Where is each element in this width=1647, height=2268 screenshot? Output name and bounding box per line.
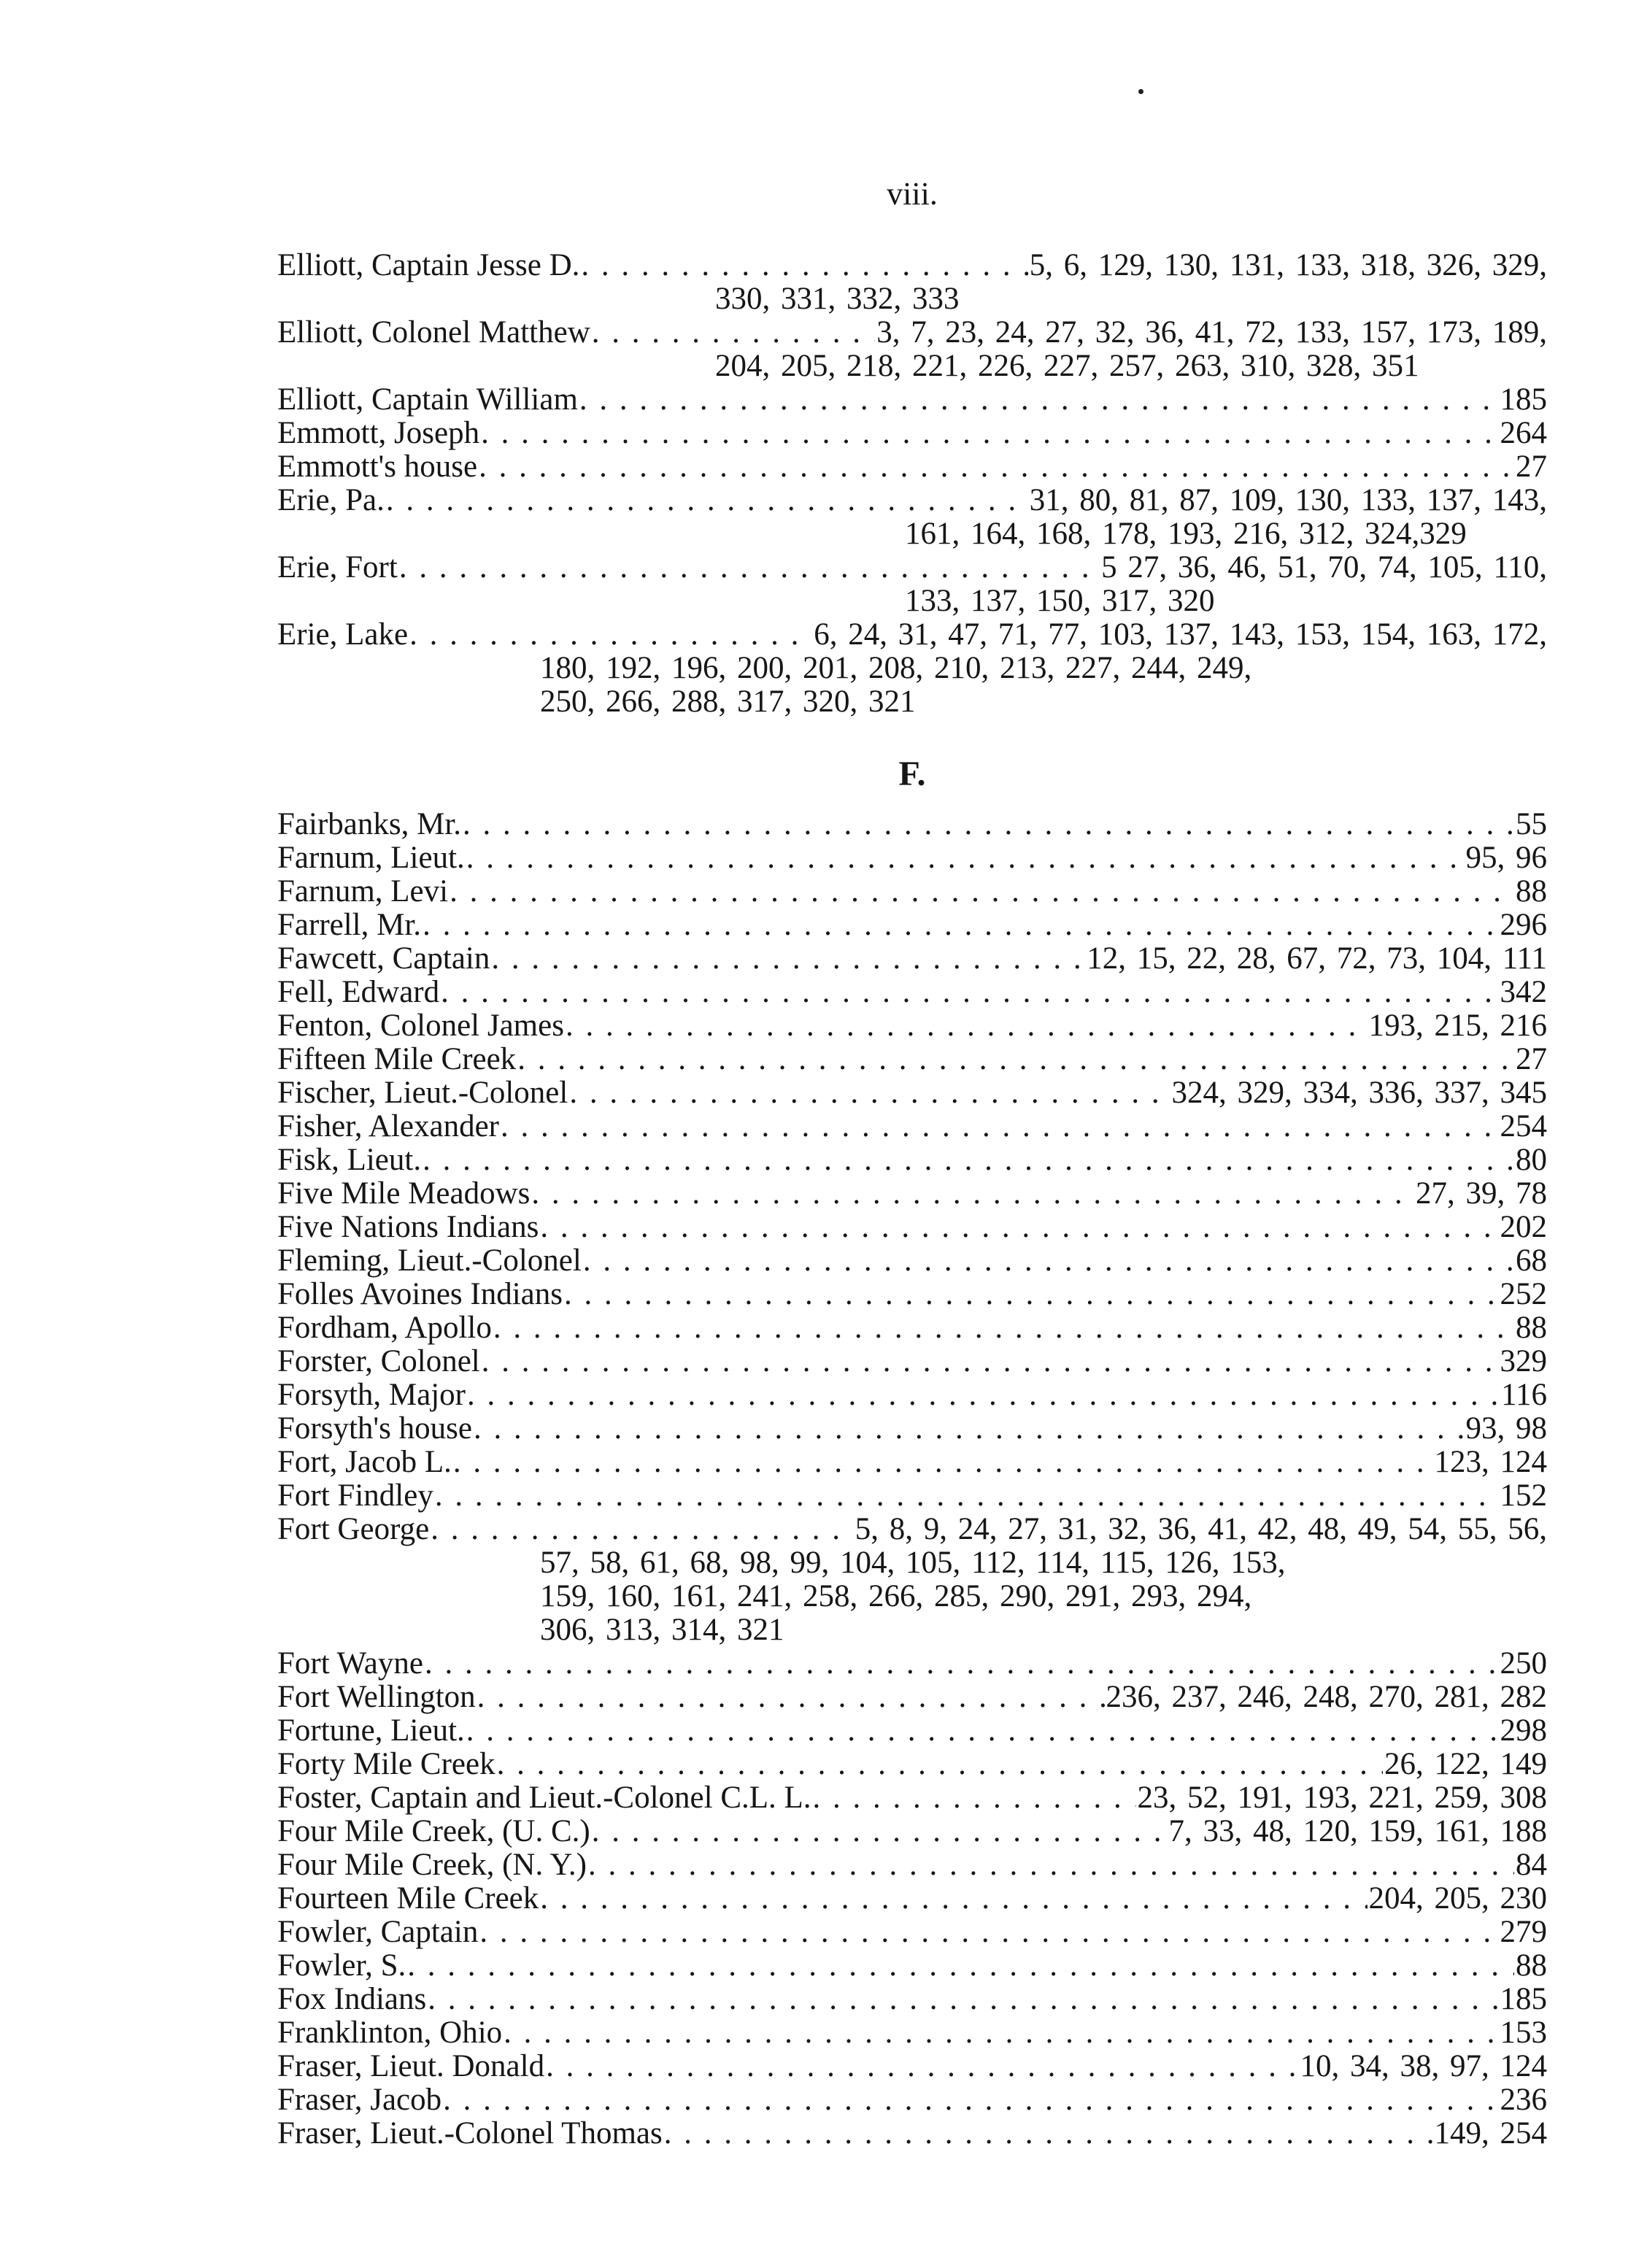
entry-pages-continued: 159, 160, 161, 241, 258, 266, 285, 290, 291, 293, 294, [540, 1579, 1252, 1613]
entry-name: Fraser, Jacob [277, 2083, 442, 2117]
index-entry [277, 2016, 1547, 2050]
entry-pages: 80 [1516, 1143, 1547, 1177]
entry-name: Fisher, Alexander [277, 1109, 499, 1143]
dot-leader [409, 618, 812, 652]
entry-name: Fort Wellington [277, 1680, 476, 1714]
entry-pages: 149, 254 [1434, 2116, 1547, 2151]
entry-pages: 116 [1501, 1378, 1547, 1412]
dot-leader [453, 1446, 1433, 1479]
entry-name: Four Mile Creek, (U. C.) [277, 1814, 590, 1848]
entry-name: Fraser, Lieut.-Colonel Thomas [277, 2116, 663, 2151]
dot-leader [441, 976, 1498, 1009]
dot-leader [566, 1009, 1368, 1043]
dot-leader [423, 1143, 1514, 1177]
index-entry [277, 808, 1547, 841]
entry-name: Farrell, Mr. [277, 908, 422, 942]
index-entry [277, 2117, 1547, 2151]
entry-pages: 296 [1500, 908, 1547, 942]
dot-leader [474, 1412, 1465, 1446]
entry-name: Fraser, Lieut. Donald [277, 2049, 545, 2083]
entry-pages-continued: 133, 137, 150, 317, 320 [905, 584, 1215, 618]
entry-name: Folles Avoines Indians [277, 1277, 563, 1311]
dot-leader [564, 1278, 1499, 1311]
index-entry [277, 1378, 1547, 1412]
entry-pages: 202 [1500, 1210, 1547, 1244]
dot-leader [482, 1345, 1499, 1378]
dot-leader [467, 1378, 1500, 1412]
entry-pages: 88 [1516, 874, 1547, 909]
entry-name: Foster, Captain and Lieut.-Colonel C.L. L. [277, 1781, 811, 1815]
entry-name: Four Mile Creek, (N. Y.) [277, 1848, 587, 1882]
dot-leader [579, 383, 1499, 417]
dot-leader [466, 1714, 1499, 1748]
entry-name: Farnum, Levi [277, 874, 449, 909]
entry-pages: 236, 237, 246, 248, 270, 281, 282 [1106, 1680, 1547, 1714]
dot-leader [540, 1882, 1367, 1916]
dot-leader [504, 2016, 1498, 2050]
entry-pages-continued: 57, 58, 61, 68, 98, 99, 104, 105, 112, 114, 115, 126, 153, [540, 1546, 1286, 1580]
entry-name: Fairbanks, Mr. [277, 807, 462, 841]
entry-pages: 93, 98 [1465, 1411, 1547, 1446]
dot-leader [428, 1983, 1498, 2016]
entry-pages: 324, 329, 334, 336, 337, 345 [1171, 1076, 1547, 1110]
entry-name: Fourteen Mile Creek [277, 1881, 539, 1916]
index-entry [277, 1143, 1547, 1177]
entry-pages-continued: 250, 266, 288, 317, 320, 321 [540, 684, 916, 719]
entry-pages: 252 [1500, 1277, 1547, 1311]
entry-name: Elliott, Colonel Matthew [277, 315, 590, 350]
entry-name: Fortune, Lieut. [277, 1713, 465, 1748]
entry-pages: 7, 33, 48, 120, 159, 161, 188 [1168, 1814, 1547, 1848]
dot-leader [540, 1211, 1498, 1244]
dot-leader [491, 942, 1085, 976]
entry-pages: 88 [1516, 1311, 1547, 1345]
entry-name: Forty Mile Creek [277, 1747, 495, 1781]
entry-pages-continued: 204, 205, 218, 221, 226, 227, 257, 263, 310, 328, 351 [715, 349, 1419, 383]
index-entry [277, 1043, 1547, 1076]
entry-name: Farnum, Lieut. [277, 841, 465, 875]
entry-name: Elliott, Captain William [277, 382, 578, 417]
dot-leader [479, 450, 1514, 484]
index-entry [277, 1412, 1547, 1446]
entry-name: Fowler, S. [277, 1948, 406, 1983]
index-entry [277, 1446, 1547, 1479]
entry-name: Fleming, Lieut.-Colonel [277, 1243, 582, 1278]
entry-name: Fisk, Lieut. [277, 1143, 422, 1177]
stray-mark [1138, 89, 1143, 94]
entry-pages: 88 [1516, 1948, 1547, 1983]
entry-pages: 23, 52, 191, 193, 221, 259, 308 [1137, 1781, 1547, 1815]
index-entry [277, 1076, 1547, 1110]
index-entry [277, 1815, 1547, 1848]
entry-name: Emmott, Joseph [277, 416, 480, 450]
entry-pages: 84 [1516, 1848, 1547, 1882]
entry-pages: 5 27, 36, 46, 51, 70, 74, 105, 110, [1101, 550, 1547, 585]
index-entry [277, 1681, 1547, 1714]
index-section-f [277, 741, 1547, 2151]
entry-pages: 185 [1500, 1982, 1547, 2016]
entry-name: Emmott's house [277, 450, 478, 484]
entry-pages: 123, 124 [1434, 1445, 1547, 1479]
entry-pages: 5, 8, 9, 24, 27, 31, 32, 36, 41, 42, 48, 49, 54, 55, 56, [855, 1512, 1547, 1546]
entry-name: Fifteen Mile Creek [277, 1042, 517, 1076]
index-section-e [277, 249, 1547, 719]
entry-pages-continued: 161, 164, 168, 178, 193, 216, 312, 324,329 [905, 517, 1467, 551]
dot-leader [531, 1177, 1414, 1211]
index-entry [277, 1311, 1547, 1345]
dot-leader [588, 1848, 1514, 1882]
entry-pages: 152 [1500, 1478, 1547, 1513]
index-entry [277, 1009, 1547, 1043]
index-entry [277, 1882, 1547, 1916]
dot-leader [431, 1513, 854, 1546]
index-entry [277, 383, 1547, 417]
entry-name: Franklinton, Ohio [277, 2016, 503, 2050]
entry-pages-continued: 330, 331, 332, 333 [715, 282, 960, 316]
entry-pages: 236 [1500, 2083, 1547, 2117]
index-entry [277, 1781, 1547, 1815]
index-entry [277, 551, 1547, 585]
dot-leader [425, 1647, 1499, 1681]
index-entry [277, 1244, 1547, 1278]
entry-name: Five Mile Meadows [277, 1176, 531, 1211]
entry-pages: 185 [1500, 382, 1547, 417]
entry-pages: 3, 7, 23, 24, 27, 32, 36, 41, 72, 133, 157, 173, 189, [876, 315, 1547, 350]
entry-pages: 27 [1516, 1042, 1547, 1076]
dot-leader [443, 2083, 1498, 2117]
index-entry [277, 450, 1547, 484]
entry-name: Fawcett, Captain [277, 941, 490, 976]
index-entry [277, 942, 1547, 976]
index-entry [277, 1211, 1547, 1244]
dot-leader [463, 808, 1514, 841]
entry-pages: 250 [1500, 1646, 1547, 1681]
index-entry [277, 909, 1547, 942]
index-entry [277, 316, 1547, 350]
entry-name: Fowler, Captain [277, 1915, 479, 1949]
entry-name: Fox Indians [277, 1982, 427, 2016]
index-entry [277, 1983, 1547, 2016]
index-entry [277, 1479, 1547, 1513]
dot-leader [450, 875, 1514, 909]
entry-name: Forsyth, Major [277, 1378, 466, 1412]
index-entry [277, 417, 1547, 450]
dot-leader [497, 1748, 1383, 1781]
entry-pages: 26, 122, 149 [1384, 1747, 1547, 1781]
index-entry [277, 1110, 1547, 1143]
entry-pages: 68 [1516, 1243, 1547, 1278]
dot-leader [546, 2050, 1298, 2083]
entry-pages: 5, 6, 129, 130, 131, 133, 318, 326, 329, [1029, 248, 1547, 282]
page-number: viii. [887, 176, 938, 212]
entry-name: Fell, Edward [277, 975, 440, 1009]
entry-name: Fort Findley [277, 1478, 433, 1513]
dot-leader [423, 909, 1498, 942]
index-entry [277, 484, 1547, 517]
dot-leader [477, 1681, 1105, 1714]
index-entry [277, 2083, 1547, 2117]
entry-name: Fort, Jacob L. [277, 1445, 452, 1479]
entry-name: Fordham, Apollo [277, 1311, 492, 1345]
index-entry [277, 976, 1547, 1009]
entry-pages: 31, 80, 81, 87, 109, 130, 133, 137, 143, [1029, 483, 1547, 517]
dot-leader [517, 1043, 1514, 1076]
entry-name: Erie, Lake [277, 617, 409, 652]
entry-pages: 27, 39, 78 [1416, 1176, 1547, 1211]
index-entry [277, 1278, 1547, 1311]
entry-name: Fischer, Lieut.-Colonel [277, 1076, 568, 1110]
index-entry [277, 1647, 1547, 1681]
entry-pages: 254 [1500, 1109, 1547, 1143]
entry-pages: 193, 215, 216 [1368, 1008, 1547, 1043]
index-entry [277, 1177, 1547, 1211]
index-entry [277, 249, 1547, 282]
dot-leader [399, 551, 1100, 585]
entry-name: Elliott, Captain Jesse D. [277, 248, 580, 282]
entry-pages: 279 [1500, 1915, 1547, 1949]
entry-pages: 6, 24, 31, 47, 71, 77, 103, 137, 143, 153, 154, 163, 172, [814, 617, 1547, 652]
entry-pages: 298 [1500, 1713, 1547, 1748]
index-entry [277, 1513, 1547, 1546]
index-entry [277, 2050, 1547, 2083]
entry-pages-continued: 180, 192, 196, 200, 201, 208, 210, 213, 227, 244, 249, [540, 651, 1252, 685]
entry-pages: 204, 205, 230 [1368, 1881, 1547, 1916]
section-heading: F. [898, 755, 926, 793]
entry-pages: 264 [1500, 416, 1547, 450]
dot-leader [581, 249, 1027, 282]
entry-pages: 342 [1500, 975, 1547, 1009]
dot-leader [386, 484, 1028, 517]
entry-pages: 10, 34, 38, 97, 124 [1300, 2049, 1547, 2083]
entry-name: Forsyth's house [277, 1411, 472, 1446]
dot-leader [493, 1311, 1514, 1345]
dot-leader [501, 1110, 1499, 1143]
dot-leader [569, 1076, 1170, 1110]
dot-leader [407, 1949, 1514, 1983]
dot-leader [664, 2117, 1433, 2151]
index-entry [277, 618, 1547, 652]
entry-name: Fort George [277, 1512, 430, 1546]
entry-pages: 55 [1516, 807, 1547, 841]
index-entry [277, 1916, 1547, 1949]
entry-name: Fort Wayne [277, 1646, 423, 1681]
index-entry [277, 1848, 1547, 1882]
dot-leader [466, 841, 1465, 875]
dot-leader [481, 417, 1498, 450]
entry-name: Fenton, Colonel James [277, 1008, 564, 1043]
index-entry [277, 1345, 1547, 1378]
index-entry [277, 841, 1547, 875]
entry-name: Erie, Pa. [277, 483, 385, 517]
entry-name: Forster, Colonel [277, 1344, 480, 1378]
entry-pages: 153 [1500, 2016, 1547, 2050]
index-entry [277, 1748, 1547, 1781]
dot-leader [583, 1244, 1514, 1278]
dot-leader [435, 1479, 1499, 1513]
entry-pages-continued: 306, 313, 314, 321 [540, 1613, 784, 1647]
index-entry [277, 1949, 1547, 1983]
entry-pages: 329 [1500, 1344, 1547, 1378]
dot-leader [592, 1815, 1168, 1848]
entry-pages: 95, 96 [1465, 841, 1547, 875]
dot-leader [479, 1916, 1498, 1949]
index-entry [277, 875, 1547, 909]
index-entry [277, 1714, 1547, 1748]
entry-pages: 12, 15, 22, 28, 67, 72, 73, 104, 111 [1087, 941, 1547, 976]
entry-name: Erie, Fort [277, 550, 398, 585]
entry-pages: 27 [1516, 450, 1547, 484]
dot-leader [592, 316, 875, 350]
entry-name: Five Nations Indians [277, 1210, 539, 1244]
dot-leader [813, 1781, 1136, 1815]
